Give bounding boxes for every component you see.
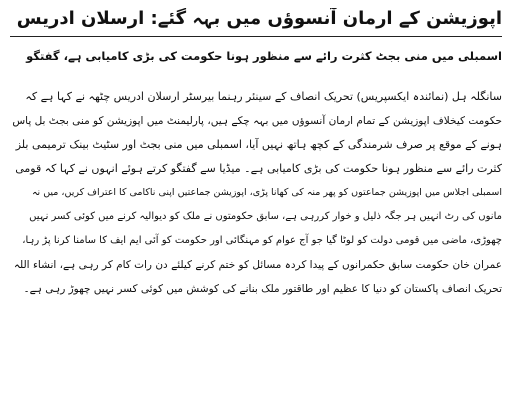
body-line: حکومت کیخلاف اپوزیشن کے تمام ارمان آنسوؤں میں بہہ چکے ہیں، پارلیمنٹ میں اپوزیشن کو منی بجٹ بل پاس — [12, 115, 502, 127]
body-line: اسمبلی اجلاس میں اپوزیشن جماعتوں کو پھر منہ کی کھانا پڑی، اپوزیشن جماعتیں اپنی ناکامی کا اعتراف کریں، میں نہ — [31, 187, 502, 198]
body-line: تحریک انصاف پاکستان کو دنیا کا عظیم اور طاقتور ملک بنانے کی کوشش میں کوئی کسر نہیں چھوڑ رہی ہے۔ — [23, 283, 502, 295]
article-body — [10, 85, 502, 301]
body-line: چھوڑی، ماضی میں قومی دولت کو لوٹا گیا جو آج عوام کو مہنگائی اور حکومت کو آئی ایم ایف کا سامنا کرنا پڑ رہا، — [22, 235, 502, 246]
body-line: ہونے کے موقع پر صرف شرمندگی کے کچھ ہاتھ نہیں آیا، اسمبلی میں منی بجٹ اور سٹیٹ بینک ترمیمی بلز — [15, 138, 502, 151]
subheadline: اسمبلی میں منی بجٹ کثرت رائے سے منظور ہونا حکومت کی بڑی کامیابی ہے، گفتگو — [26, 49, 502, 63]
body-line: مانوں کی رٹ انہیں ہر جگہ ذلیل و خوار کررہی ہے، سابق حکومتوں نے ملک کو دیوالیہ کرنے میں کوئی کسر نہیں — [29, 211, 502, 222]
body-line: عمران خان حکومت سابق حکمرانوں کے پیدا کردہ مسائل کو ختم کرنے کیلئے دن رات کام کر رہی ہے، انشاء اللہ — [13, 259, 502, 271]
headline: اپوزیشن کے ارمان آنسوؤں میں بہہ گئے: ارسلان ادریس — [16, 8, 502, 29]
body-line: کثرت رائے سے منظور ہونا حکومت کی بڑی کامیابی ہے۔ میڈیا سے گفتگو کرتے ہوئے انہوں نے کہا کہ قومی — [15, 162, 502, 175]
body-line: سانگلہ ہل (نمائندہ ایکسپریس) تحریک انصاف کے سینئر رہنما بیرسٹر ارسلان ادریس چٹھہ نے کہا ہے کہ — [25, 90, 502, 103]
divider-line — [10, 36, 502, 37]
